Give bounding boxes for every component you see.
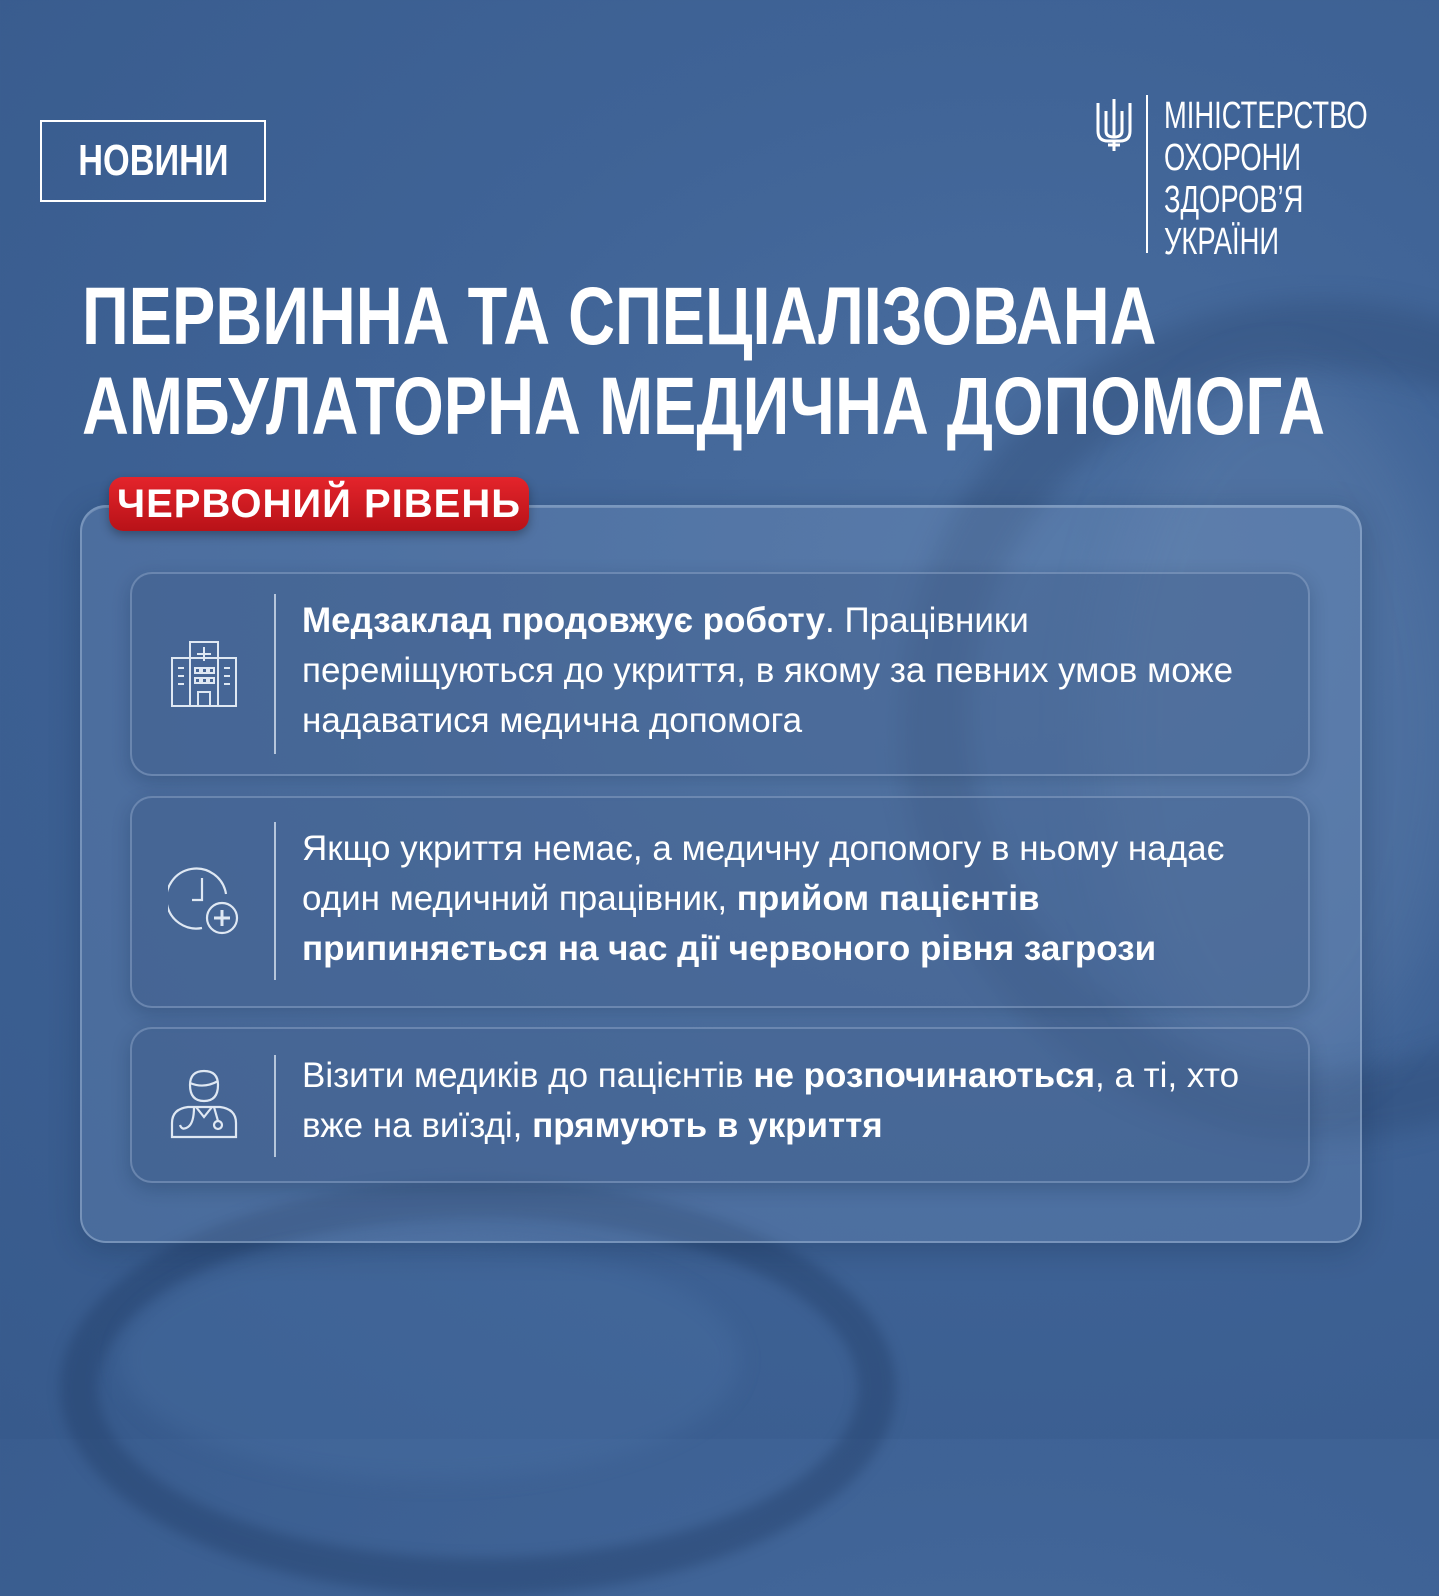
card-text-regular: , а ті, хто вже на виїзді,	[302, 1056, 1240, 1145]
logo-divider	[1146, 95, 1148, 253]
red-level-badge	[109, 477, 529, 531]
card-text-bold: не розпочинаються	[753, 1056, 1096, 1095]
background-chestpiece-inner	[120, 1240, 740, 1480]
card-text-regular: Якщо укриття немає, а медичну допомогу в ньому надає один медичний працівник,	[302, 829, 1225, 918]
ministry-name-line: МІНІСТЕРСТВО	[1164, 95, 1368, 137]
card-text-bold: прямують в укриття	[532, 1106, 883, 1145]
ministry-name-line: ОХОРОНИ	[1164, 137, 1302, 179]
trident-icon	[1094, 97, 1134, 153]
card-text-bold: прийом пацієнтів припиняється на час дії червоного рівня загрози	[302, 879, 1157, 968]
card-text-regular: . Працівники переміщуються до укриття, в якому за певних умов може надаватися медична допомога	[302, 601, 1234, 740]
title-line-2: АМБУЛАТОРНА МЕДИЧНА ДОПОМОГА	[82, 361, 1326, 452]
card-divider	[274, 594, 276, 754]
card-divider	[274, 822, 276, 980]
info-card-facility	[130, 572, 1310, 776]
ministry-name-line: ЗДОРОВ’Я	[1164, 179, 1304, 221]
card-text	[302, 824, 1288, 974]
news-label: НОВИНИ	[77, 136, 229, 185]
level-label: ЧЕРВОНИЙ РІВЕНЬ	[117, 481, 521, 526]
ministry-name-line: УКРАЇНИ	[1164, 221, 1280, 263]
info-card-visits	[130, 1027, 1310, 1183]
doctor-icon	[168, 1067, 240, 1139]
title-line-1: ПЕРВИННА ТА СПЕЦІАЛІЗОВАНА	[82, 271, 1157, 362]
card-text-regular: Візити медиків до пацієнтів	[302, 1056, 754, 1095]
card-text-bold: Медзаклад продовжує роботу	[302, 601, 826, 640]
hospital-icon	[168, 638, 240, 710]
card-text	[302, 596, 1288, 746]
info-card-reception	[130, 796, 1310, 1008]
news-tag	[40, 120, 266, 202]
card-text	[302, 1051, 1288, 1151]
clock-plus-icon	[168, 864, 240, 936]
page-title	[82, 272, 1325, 452]
ministry-name	[1164, 95, 1368, 263]
card-divider	[274, 1055, 276, 1157]
ministry-logo	[1094, 95, 1394, 263]
